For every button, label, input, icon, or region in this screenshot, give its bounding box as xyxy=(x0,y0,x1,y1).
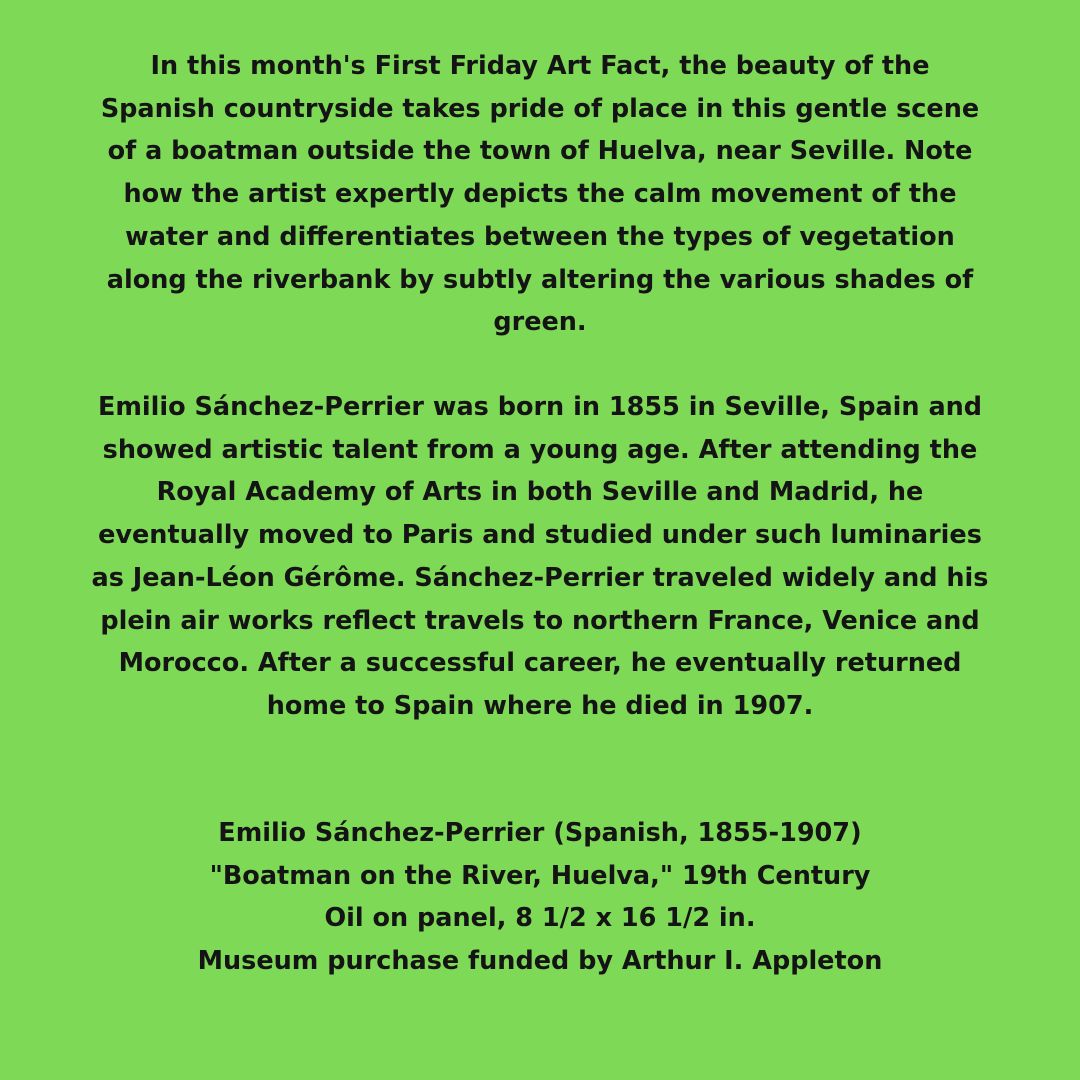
artwork-credits xyxy=(90,812,990,983)
credit-title: "Boatman on the River, Huelva," 19th Century xyxy=(209,860,871,891)
intro-paragraph: In this month's First Friday Art Fact, the beauty of the Spanish countryside takes pride of place in this gentle scene of a boatman outside the town of Huelva, near Seville. Note how the artist expertly depicts the calm movement of the water and differentiates between the types of vegetation along the riverbank by subtly altering the various shades of green. xyxy=(100,51,980,338)
credit-artist: Emilio Sánchez-Perrier (Spanish, 1855-1907) xyxy=(218,818,862,848)
credit-acquisition: Museum purchase funded by Arthur I. Appleton xyxy=(197,946,883,977)
artist-biography-paragraph: Emilio Sánchez-Perrier was born in 1855 in Seville, Spain and showed artistic talent from a young age. After attending the Royal Academy of Arts in both Seville and Madrid, he eventually moved to Paris and studied under such luminaries as Jean-Léon Gérôme. Sánchez-Perrier traveled widely and his plein air works reflect travels to northern France, Venice and Morocco. After a successful career, he eventually returned home to Spain where he died in 1907. xyxy=(91,392,989,721)
credit-medium: Oil on panel, 8 1/2 x 16 1/2 in. xyxy=(324,903,756,934)
